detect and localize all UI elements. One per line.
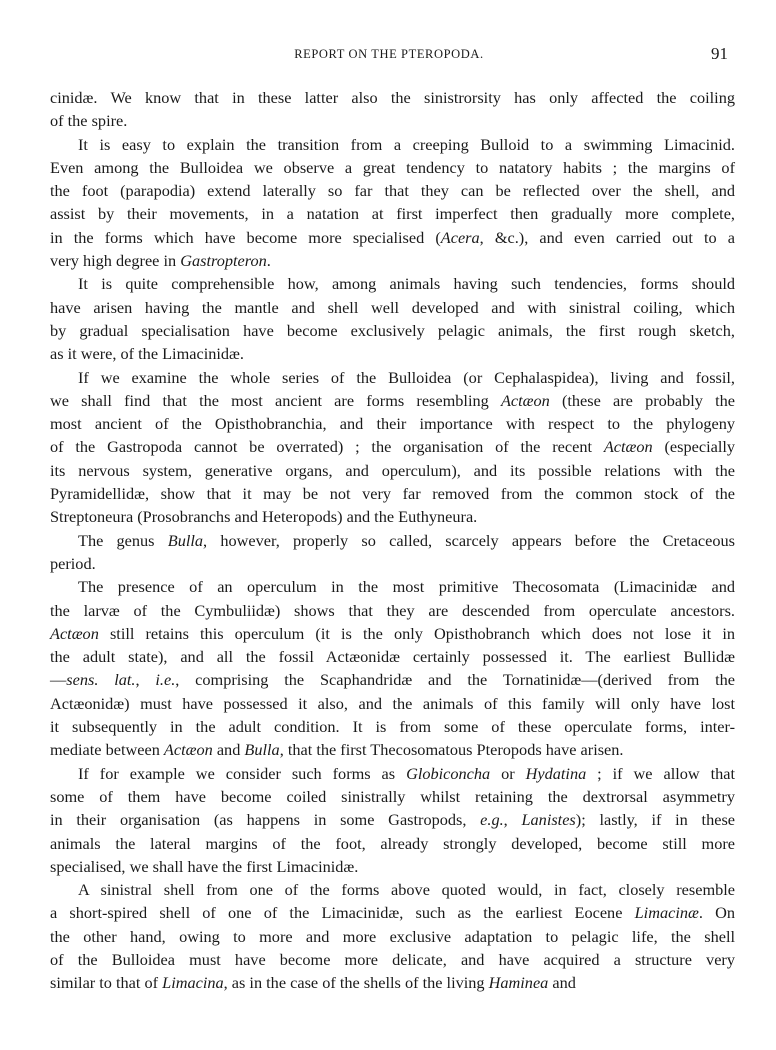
italic-term: Gastropteron: [180, 251, 267, 271]
text-line: Streptoneura (Prosobranchs and Heteropods) and the Euthyneura.: [50, 507, 478, 527]
text-line: Actæon still retains this operculum (it is the only Opisthobranch which does not lose it in: [50, 623, 735, 643]
text-line: Even among the Bulloidea we observe a great tendency to natatory habits ; the margins of: [50, 157, 735, 177]
text-line: some of them have become coiled sinistrally whilst retaining the dextrorsal asymmetry: [50, 786, 735, 806]
italic-term: Actæon: [163, 740, 213, 760]
text-line: a short-spired shell of one of the Limacinidæ, such as the earliest Eocene Limacinæ. On: [50, 903, 735, 923]
paragraph: [50, 86, 735, 133]
text-line: the larvæ of the Cymbuliidæ) shows that they are descended from operculate ancestors.: [50, 600, 735, 620]
text-line: It is quite comprehensible how, among animals having such tendencies, forms should: [78, 274, 735, 294]
paragraph: [50, 762, 735, 878]
italic-term: Actæon: [500, 390, 550, 410]
text-line: assist by their movements, in a natation at first imperfect then gradually more complete,: [50, 204, 735, 224]
text-line: similar to that of Limacina, as in the case of the shells of the living Haminea and: [50, 973, 576, 993]
body-text: [50, 86, 735, 995]
text-line: of the spire.: [50, 111, 128, 131]
text-line: The genus Bulla, however, properly so called, scarcely appears before the Cretaceous: [78, 530, 735, 550]
text-line: mediate between Actæon and Bulla, that the first Thecosomatous Pteropods have arisen.: [50, 740, 624, 760]
paragraph: [50, 366, 735, 529]
paragraph: [50, 529, 735, 576]
text-line: of the Gastropoda cannot be overrated) ; the organisation of the recent Actæon (especially: [50, 437, 736, 457]
page-header: [50, 44, 728, 68]
text-line: cinidæ. We know that in these latter also the sinistrorsity has only affected the coiling: [50, 88, 735, 107]
text-line: the adult state), and all the fossil Actæonidæ certainly possessed it. The earliest Bullidæ: [50, 647, 735, 667]
text-line: Actæonidæ) must have possessed it also, and the animals of this family will only have lost: [50, 693, 735, 713]
paragraph: [50, 575, 735, 761]
text-line: in their organisation (as happens in some Gastropods, e.g., Lanistes); lastly, if in these: [50, 810, 736, 830]
text-line: by gradual specialisation have become exclusively pelagic animals, the first rough sketch,: [50, 320, 735, 340]
text-line: If we examine the whole series of the Bulloidea (or Cephalaspidea), living and fossil,: [78, 367, 735, 387]
paragraph: [50, 878, 735, 994]
running-head: REPORT ON THE PTEROPODA.: [294, 47, 484, 61]
text-line: specialised, we shall have the first Limacinidæ.: [50, 856, 359, 876]
text-line: we shall find that the most ancient are forms resembling Actæon (these are probably the: [50, 390, 736, 410]
italic-term: sens. lat.: [66, 670, 136, 690]
text-line: animals the lateral margins of the foot, already strongly developed, become still more: [50, 833, 735, 853]
text-line: in the forms which have become more specialised (Acera, &c.), and even carried out to a: [50, 227, 735, 247]
italic-term: Bulla: [244, 740, 280, 760]
paragraph: [50, 272, 735, 365]
paragraph: [50, 133, 735, 273]
text-line: —sens. lat., i.e., comprising the Scaphandridæ and the Tornatinidæ—(derived from the: [50, 670, 735, 690]
text-line: its nervous system, generative organs, and operculum), and its possible relations with the: [50, 460, 735, 480]
italic-term: Actæon: [603, 437, 653, 457]
text-line: A sinistral shell from one of the forms above quoted would, in fact, closely resemble: [78, 880, 735, 900]
italic-term: e.g.: [480, 810, 504, 830]
text-line: the other hand, owing to more and more exclusive adaptation to pelagic life, the shell: [50, 926, 735, 946]
text-line: It is easy to explain the transition from a creeping Bulloid to a swimming Limacinid.: [78, 134, 735, 154]
italic-term: Globiconcha: [406, 763, 491, 783]
text-line: period.: [50, 553, 96, 573]
text-line: If for example we consider such forms as Globiconcha or Hydatina ; if we allow that: [78, 763, 735, 783]
italic-term: i.e.: [155, 670, 176, 690]
italic-term: Lanistes: [521, 810, 576, 830]
text-line: Pyramidellidæ, show that it may be not very far removed from the common stock of the: [50, 484, 735, 504]
italic-term: Limacinæ: [634, 903, 699, 923]
text-line: very high degree in Gastropteron.: [50, 251, 271, 271]
text-line: most ancient of the Opisthobranchia, and their importance with respect to the phylogeny: [50, 414, 735, 434]
text-line: as it were, of the Limacinidæ.: [50, 344, 244, 364]
text-line: of the Bulloidea must have become more delicate, and have acquired a structure very: [50, 949, 735, 969]
italic-term: Limacina: [162, 973, 224, 993]
text-line: The presence of an operculum in the most primitive Thecosomata (Limacinidæ and: [78, 577, 735, 597]
italic-term: Actæon: [50, 623, 99, 643]
italic-term: Bulla: [167, 530, 204, 550]
text-line: the foot (parapodia) extend laterally so far that they can be reflected over the shell, and: [50, 181, 735, 201]
text-line: it subsequently in the adult condition. It is from some of these operculate forms, inter-: [50, 717, 735, 737]
italic-term: Acera: [440, 227, 480, 247]
italic-term: Hydatina: [525, 763, 587, 783]
italic-term: Haminea: [488, 973, 549, 993]
page-number: 91: [711, 44, 728, 63]
text-line: have arisen having the mantle and shell well developed and with sinistral coiling, which: [50, 297, 735, 317]
